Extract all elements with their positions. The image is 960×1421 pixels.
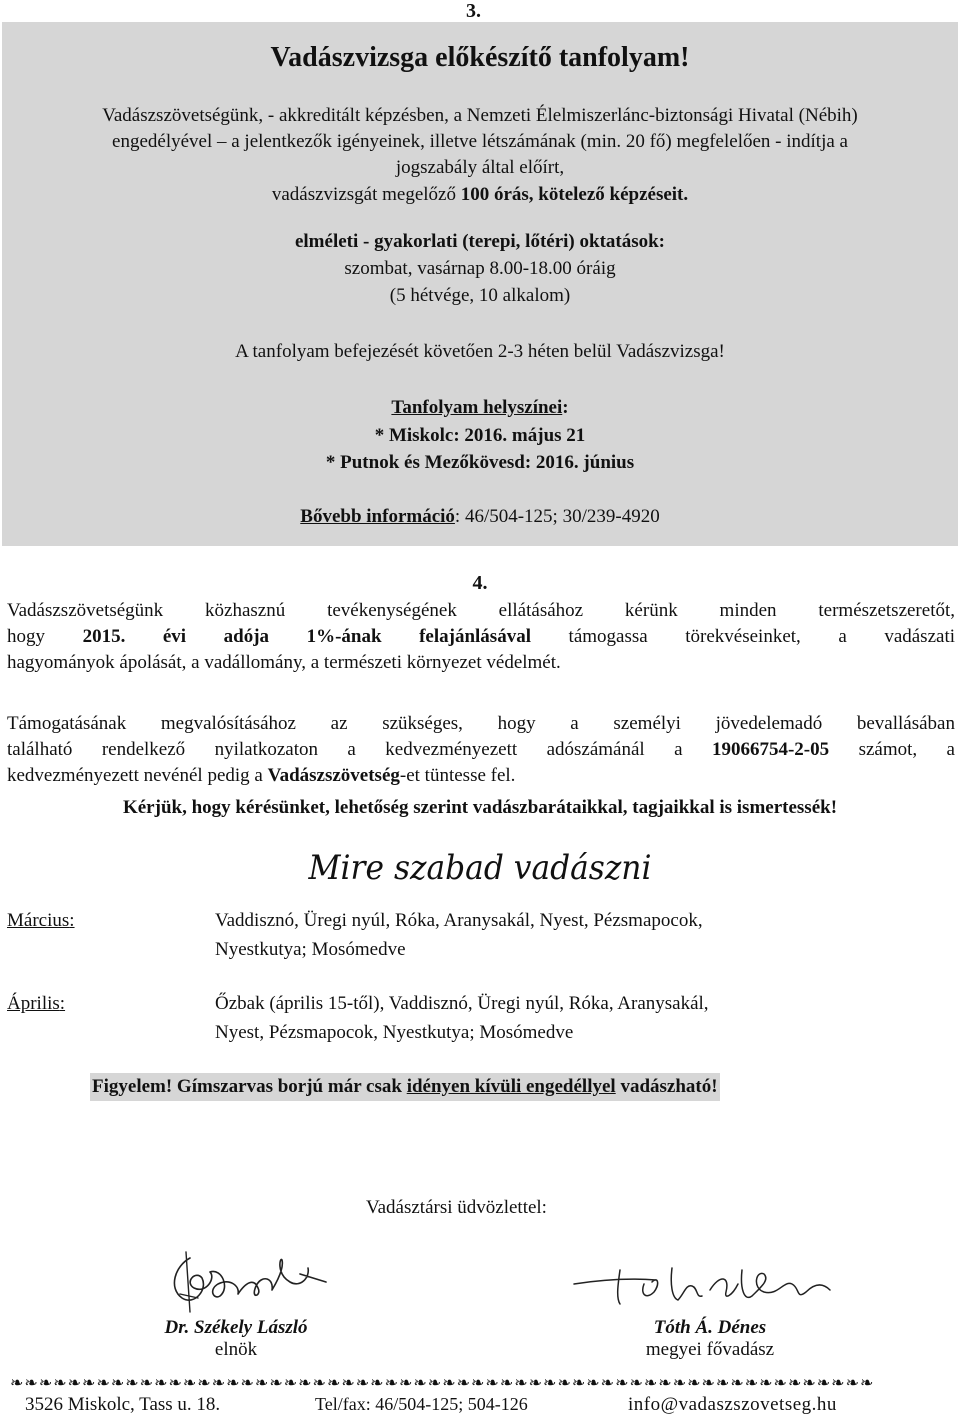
- tax-p2-line-3-end: -et tüntesse fel.: [399, 765, 516, 786]
- signer-toth: [600, 1317, 820, 1361]
- section-4-number: 4.: [472, 572, 488, 594]
- march-label-text: Március: [7, 910, 70, 931]
- signer-szekely-name: Dr. Székely László: [164, 1317, 308, 1338]
- location-putnok-mezokovesd: * Putnok és Mezőkövesd: 2016. június: [325, 452, 635, 473]
- exam-note: A tanfolyam befejezését követően 2-3 héten belül Vadászvizsga!: [235, 341, 725, 362]
- footer-email: info@vadaszszovetseg.hu: [628, 1394, 837, 1415]
- april-species-line-2: Nyest, Pézsmapocok, Nyestkutya; Mosómedve: [215, 1022, 574, 1043]
- april-label-colon: :: [59, 993, 66, 1014]
- hunting-title: Mire szabad vadászni: [308, 848, 652, 888]
- april-species-line-1: Őzbak (április 15-től), Vaddisznó, Üregi nyúl, Róka, Aranysakál,: [215, 993, 709, 1014]
- tax-p1-line-2-end: támogassa törekvéseinket, a vadászati: [530, 626, 956, 647]
- locations-heading-colon: :: [562, 397, 569, 418]
- beneficiary-name: Vadászszövetség: [267, 765, 400, 786]
- tax-p1-line-2: [7, 624, 955, 650]
- section-3-number: 3.: [466, 0, 481, 22]
- intro-line-1: Vadászszövetségünk, - akkreditált képzésben, a Nemzeti Élelmiszerlánc-biztonsági Hivatal (Nébih): [102, 105, 858, 126]
- april-label: [7, 993, 65, 1015]
- april-label-text: Április: [7, 993, 60, 1014]
- ornament-border: ❧❧❧❧❧❧❧❧❧❧❧❧❧❧❧❧❧❧❧❧❧❧❧❧❧❧❧❧❧❧❧❧❧❧❧❧❧❧❧❧❧❧❧❧❧❧❧❧❧❧❧❧❧❧❧❧❧❧❧❧: [10, 1375, 875, 1392]
- tax-paragraph-2: [7, 711, 955, 789]
- tax-number: 19066754-2-05: [711, 739, 830, 760]
- mandatory-training-text: 100 órás, kötelező képzéseit.: [460, 184, 689, 205]
- signer-toth-name: Tóth Á. Dénes: [653, 1317, 767, 1338]
- march-species-line-1: Vaddisznó, Üregi nyúl, Róka, Aranysakál, Nyest, Pézsmapocok,: [215, 910, 703, 931]
- intro-line-4-text: vadászvizsgát megelőző: [271, 184, 461, 205]
- intro-line-4: [2, 184, 958, 206]
- signer-szekely-role: elnök: [214, 1339, 258, 1360]
- march-label-colon: :: [69, 910, 75, 931]
- course-title: Vadászvizsga előkészítő tanfolyam!: [270, 42, 690, 73]
- tax-paragraph-1: [7, 598, 955, 676]
- warning-end: vadászható!: [615, 1076, 718, 1097]
- tax-p2-line-3-start: kedvezményezett nevénél pedig a: [7, 765, 268, 786]
- tax-p2-line-3: [7, 763, 955, 789]
- locations-heading-text: Tanfolyam helyszínei: [391, 397, 563, 418]
- march-species-line-2: Nyestkutya; Mosómedve: [215, 939, 406, 960]
- info-line: [2, 506, 958, 528]
- warning-permit-text: idényen kívüli engedéllyel: [406, 1076, 616, 1097]
- tax-p2-line-2: [7, 737, 955, 763]
- greeting: Vadásztársi üdvözlettel:: [366, 1197, 547, 1218]
- info-label: Bővebb információ: [300, 506, 455, 527]
- march-species: [215, 906, 703, 964]
- sessions-text: (5 hétvége, 10 alkalom): [389, 285, 571, 306]
- tax-p2-line-1: Támogatásának megvalósításához az szükséges, hogy a személyi jövedelemadó bevallásában: [7, 713, 955, 734]
- footer-address: 3526 Miskolc, Tass u. 18.: [25, 1394, 221, 1415]
- tax-p1-line-1: Vadászszövetségünk közhasznú tevékenységének ellátásához kérünk minden természetszeretőt,: [7, 600, 955, 621]
- info-phone-numbers: : 46/504-125; 30/239-4920: [454, 506, 660, 527]
- intro-line-3: jogszabály által előírt,: [395, 157, 565, 178]
- signature-toth: [560, 1240, 860, 1324]
- tax-p1-line-2-start: hogy: [7, 626, 83, 647]
- warning-start: Figyelem! Gímszarvas borjú már csak: [92, 1076, 407, 1097]
- location-miskolc: * Miskolc: 2016. május 21: [374, 425, 586, 446]
- course-announcement-box: [2, 22, 958, 546]
- tax-p2-line-2-start: található rendelkező nyilatkozaton a kedvezményezett adószámánál a: [7, 739, 712, 760]
- march-label: [7, 910, 75, 932]
- training-heading: elméleti - gyakorlati (terepi, lőtéri) oktatások:: [294, 231, 666, 252]
- red-deer-warning: [90, 1073, 720, 1101]
- tax-p2-line-2-end: számot, a: [829, 739, 955, 760]
- schedule-text: szombat, vasárnap 8.00-18.00 óráig: [344, 258, 616, 279]
- signer-toth-role: megyei fővadász: [645, 1339, 775, 1360]
- signature-szekely: [150, 1238, 340, 1326]
- tax-p1-line-3: hagyományok ápolását, a vadállomány, a természeti környezet védelmét.: [7, 652, 561, 673]
- footer-phone: Tel/fax: 46/504-125; 504-126: [315, 1394, 528, 1414]
- footer: [0, 1394, 960, 1421]
- april-species: [215, 989, 709, 1047]
- locations-heading: [2, 397, 958, 419]
- intro-line-2: engedélyével – a jelentkezők igényeinek, illetve létszámának (min. 20 fő) megfelelően - indítja a: [112, 131, 848, 152]
- signer-szekely: [136, 1317, 336, 1361]
- share-request: Kérjük, hogy kérésünket, lehetőség szerint vadászbarátaikkal, tagjaikkal is ismertessék!: [122, 797, 838, 818]
- tax-one-percent-text: 2015. évi adója 1%-ának felajánlásával: [82, 626, 531, 647]
